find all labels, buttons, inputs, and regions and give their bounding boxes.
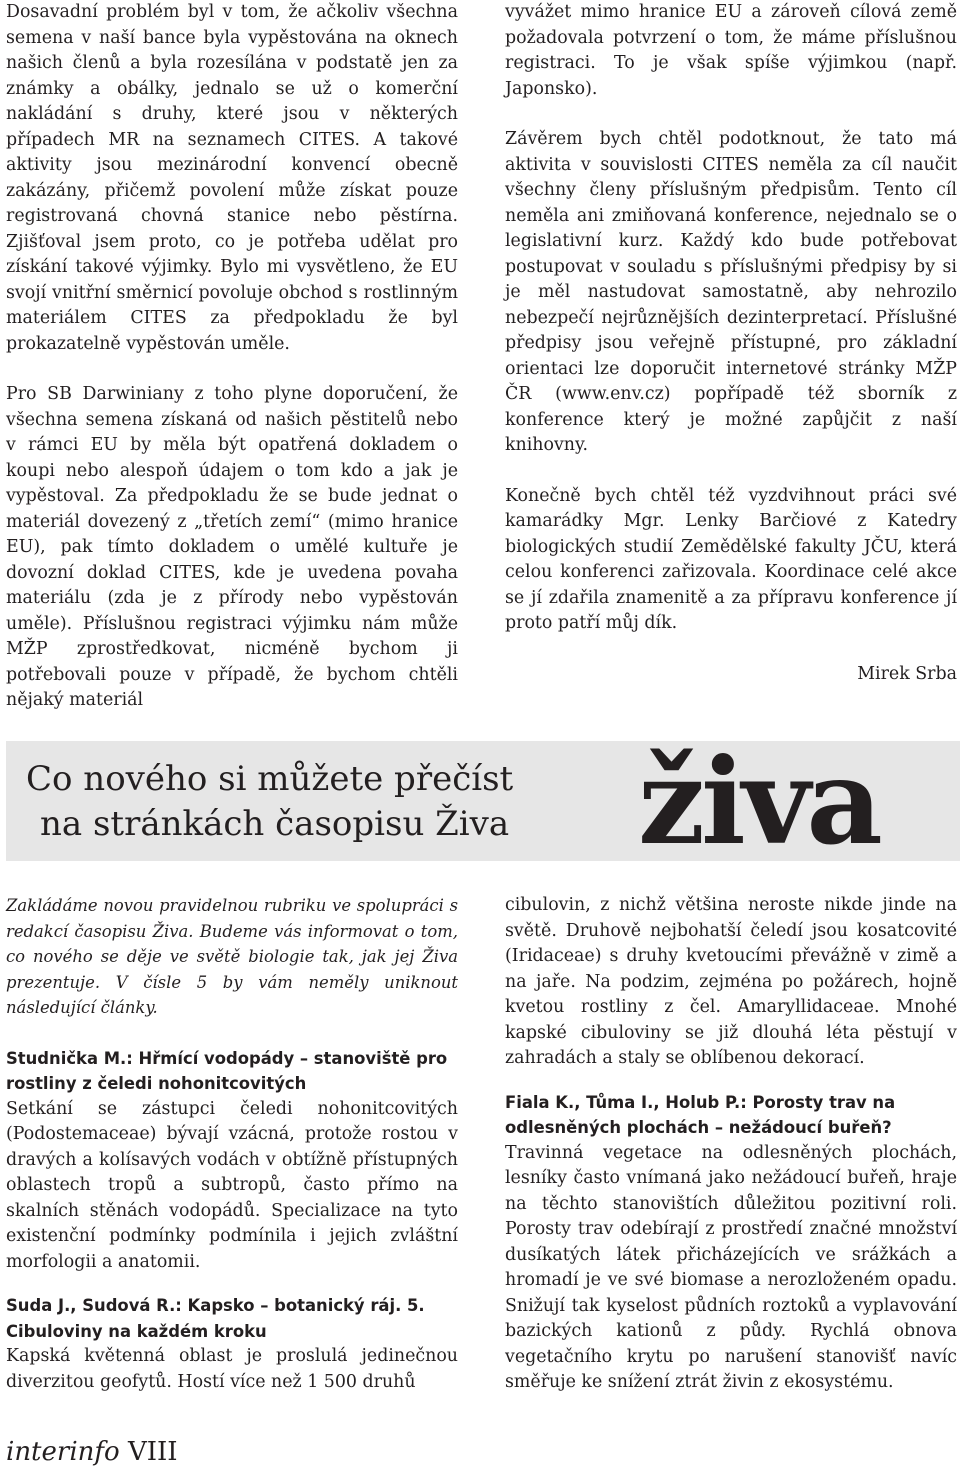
top-left-column <box>6 0 458 739</box>
paragraph: Konečně bych chtěl též vyzdvihnout práci své kamarádky Mgr. Lenky Barčiové z Katedry biologických studií Zemědělské fakulty JČU, která celou konferenci zařizovala. Koordinace celé akce se jí zdařila znamenitě a za přípravu konference jí proto patří můj dík. <box>505 485 957 633</box>
article-heading: Studnička M.: Hřmící vodopády – stanoviště pro rostliny z čeledi nohonitcovitých <box>6 1048 448 1093</box>
article-body: Setkání se zástupci čeledi nohonitcovitých (Podostemaceae) bývají vzácná, protože rostou v dravých a kolísavých vodách v obtížně přístupných oblastech tropů a subtropů, často přímo na skalních stěnách vodopádů. Specializace na tyto existenční podmínky podmínila i jejich zvláštní morfologii a anatomii. <box>6 1098 458 1272</box>
bottom-right-column <box>505 893 957 1414</box>
article-body: Travinná vegetace na odlesněných plochách, lesníky často vnímaná jako nežádoucí buřeň, hraje na těchto stanovištích důležitou pozitivní roli. Porosty trav odebírají z prostředí značné množství dusíkatých látek přicházejících ve srážkách a hromadí je ve své biomase a nerozloženém opadu. Snižují tak kyselost půdních roztoků a vyplavování bazických kationů z půdy. Rychlá obnova vegetačního krytu po narušení stanovišť navíc směřuje ke snížení ztrát živin z ekosystému. <box>505 1142 957 1392</box>
article-body: cibulovin, z nichž většina neroste nikde jinde na světě. Druhově nejbohatší čeledí jsou kosatcovité (Iridaceae) s druhy kvetoucími převážně v zimě a na jaře. Na podzim, zejména po požárech, hojně kvetou rostliny z čel. Amaryllidaceae. Mnohé kapské cibuloviny se již dlouhá léta pěstují v zahradách a staly se oblíbenou dekorací. <box>505 895 957 1068</box>
article-suda <box>6 1293 458 1395</box>
article-heading: Suda J., Sudová R.: Kapsko – botanický ráj. 5. Cibuloviny na každém kroku <box>6 1296 425 1341</box>
article-heading: Fiala K., Tůma I., Holub P.: Porosty trav na odlesněných plochách – nežádoucí buřeň? <box>505 1092 896 1137</box>
page-number: VIII <box>127 1437 178 1467</box>
top-right-column <box>505 0 957 712</box>
paragraph: Dosavadní problém byl v tom, že ačkoliv všechna semena v naší bance byla vypěstována na oknech našich členů a byla rozesílána v podstatě jen za známky a obálky, jednalo se už o komerční nakládání s druhy, které jsou v některých případech MR na seznamech CITES. A takové aktivity jsou mezinárodní konvencí obecně zakázány, přičemž povolení může získat pouze registrovaná chovná stanice nebo pěstírna. Zjišťoval jsem proto, co je potřeba udělat pro získání takové výjimky. Bylo mi vysvětleno, že EU svojí vnitřní směrnicí povoluje obchod s rostlinným materiálem CITES za předpokladu že byl prokazatelně vypěstován uměle. <box>6 2 458 354</box>
paragraph: Pro SB Darwiniany z toho plyne doporučení, že všechna semena získaná od našich pěstitelů nebo v rámci EU by měla být opatřená dokladem o koupi nebo alespoň údajem o tom kdo a jak je vypěstoval. Za předpokladu že se bude jednat o materiál dovezený z „třetích zemí“ (mimo hranice EU), pak tímto dokladem o umělé kultuře je dovozní doklad CITES, kde je uvedena povaha materiálu (zda je z přírody nebo vypěstován uměle). Příslušnou registraci výjimku nám může MŽP zprostředkovat, nicméně bychom ji potřebovali pouze v případě, že bychom chtěli nějaký materiál <box>6 384 458 710</box>
ziva-logo: živa <box>638 732 879 871</box>
page-footer <box>6 1436 178 1468</box>
article-suda-continuation <box>505 893 957 1072</box>
footer-brand: interinfo <box>6 1437 120 1467</box>
rubric-intro: Zakládáme novou pravidelnou rubriku ve spolupráci s redakcí časopisu Živa. Budeme vás informovat o tom, co nového se děje ve světě biologie tak, jak jej Živa prezentuje. V čísle 5 by vám neměly uniknout následující články. <box>6 896 458 1017</box>
article-fiala <box>505 1090 957 1396</box>
author-signature: Mirek Srba <box>857 663 957 684</box>
banner-title <box>26 757 513 847</box>
paragraph: vyvážet mimo hranice EU a zároveň cílová země požadovala potvrzení o tom, že máme příslušnou registraci. To je však spíše výjimkou (např. Japonsko). <box>505 2 957 99</box>
banner-title-line-1: Co nového si můžete přečíst <box>26 759 514 799</box>
article-studnicka <box>6 1046 458 1276</box>
bottom-left-column <box>6 893 458 1413</box>
paragraph: Závěrem bych chtěl podotknout, že tato má aktivita v souvislosti CITES neměla za cíl naučit všechny členy příslušným předpisům. Tento cíl neměla ani zmiňovaná konference, nejednalo se o legislativní kurz. Každý kdo bude potřebovat postupovat v souladu s příslušnými předpisy by si je měl nastudovat samostatně, aby nehrozilo nebezpečí nejrůznějších dezinterpretací. Příslušné předpisy jsou veřejně přístupné, pro základní orientaci lze doporučit internetové stránky MŽP ČR (www.env.cz) popřípadě též sborník z konference který je možné zapůjčit z naší knihovny. <box>505 129 957 455</box>
article-body: Kapská květenná oblast je proslulá jedinečnou diverzitou geofytů. Hostí více než 1 500 druhů <box>6 1346 458 1392</box>
banner-title-line-2: na stránkách časopisu Živa <box>40 804 510 844</box>
ziva-banner <box>6 732 960 871</box>
